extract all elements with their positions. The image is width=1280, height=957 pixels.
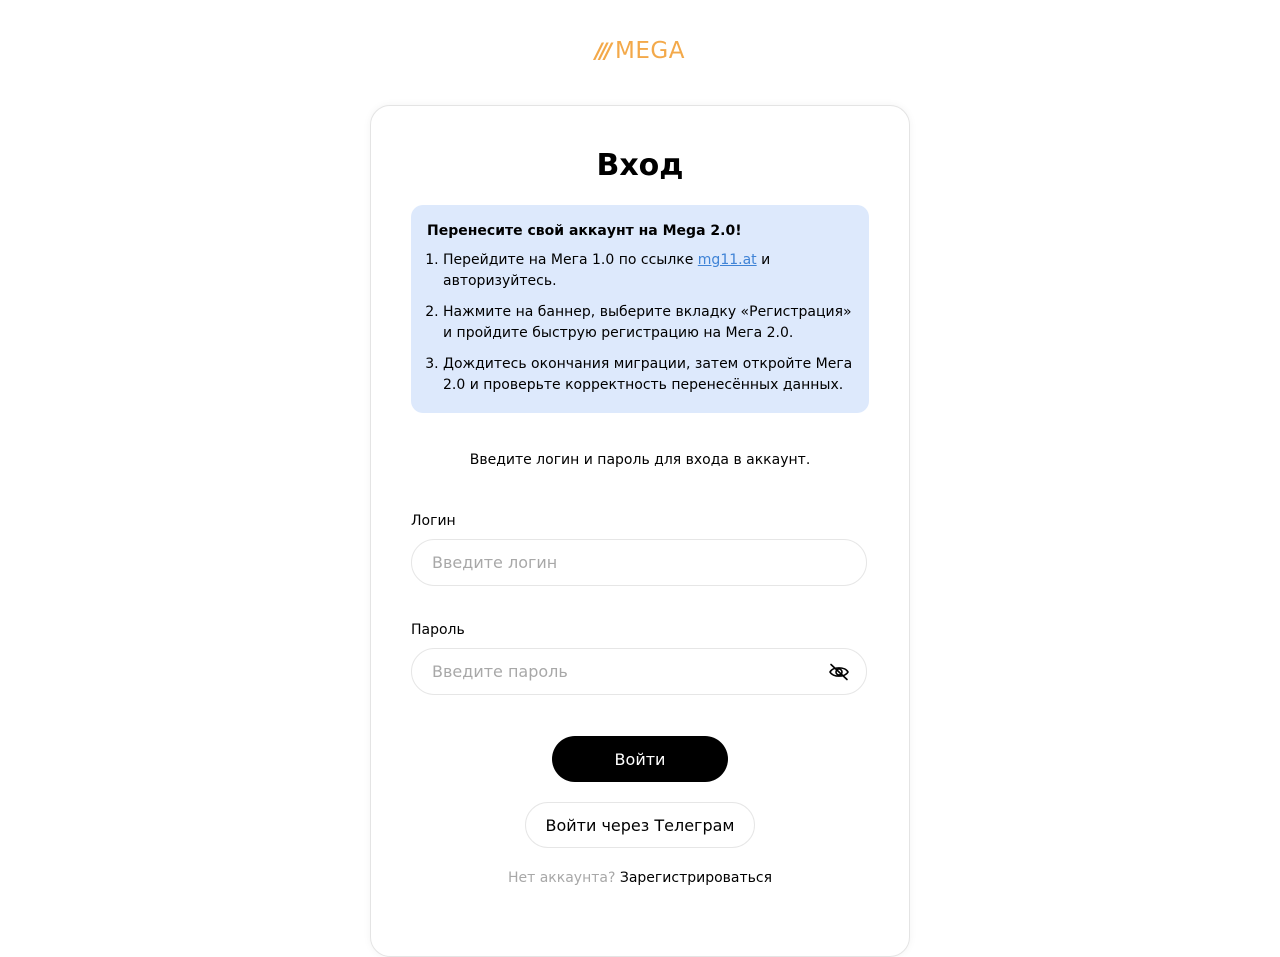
password-input[interactable] xyxy=(411,648,867,695)
notice-steps xyxy=(427,250,853,396)
login-card xyxy=(370,105,910,957)
login-input[interactable] xyxy=(411,539,867,586)
notice-step-3: 3. Дождитесь окончания миграции, затем откройте Мега 2.0 и проверьте корректность перенесённых данных. xyxy=(443,354,853,396)
login-button[interactable]: Войти xyxy=(552,736,728,782)
mg11-link[interactable]: mg11.at xyxy=(697,252,757,268)
page-title: Вход xyxy=(596,148,684,183)
notice-step-2: 2. Нажмите на баннер, выберите вкладку «Регистрация» и пройдите быструю регистрацию на Мега 2.0. xyxy=(443,302,853,344)
logo-slashes: /// xyxy=(595,39,610,63)
notice-step-1-after: и авторизуйтесь. xyxy=(443,252,771,289)
notice-title: Перенесите свой аккаунт на Mega 2.0! xyxy=(427,223,742,239)
register-link[interactable]: Зарегистрироваться xyxy=(619,870,773,886)
register-row xyxy=(371,868,909,888)
login-label: Логин xyxy=(411,513,456,529)
migration-notice xyxy=(411,205,869,413)
telegram-login-button[interactable]: Войти через Телеграм xyxy=(525,802,755,848)
eye-off-icon[interactable] xyxy=(828,663,850,681)
no-account-text: Нет аккаунта? xyxy=(507,870,616,886)
login-instruction: Введите логин и пароль для входа в аккаунт. xyxy=(469,452,811,468)
mega-logo[interactable] xyxy=(0,37,1280,65)
password-label: Пароль xyxy=(411,622,465,638)
notice-step-1-before: Перейдите на Мега 1.0 по ссылке xyxy=(443,252,698,268)
logo-wordmark: MEGA xyxy=(615,38,685,64)
notice-step-1 xyxy=(443,250,853,292)
